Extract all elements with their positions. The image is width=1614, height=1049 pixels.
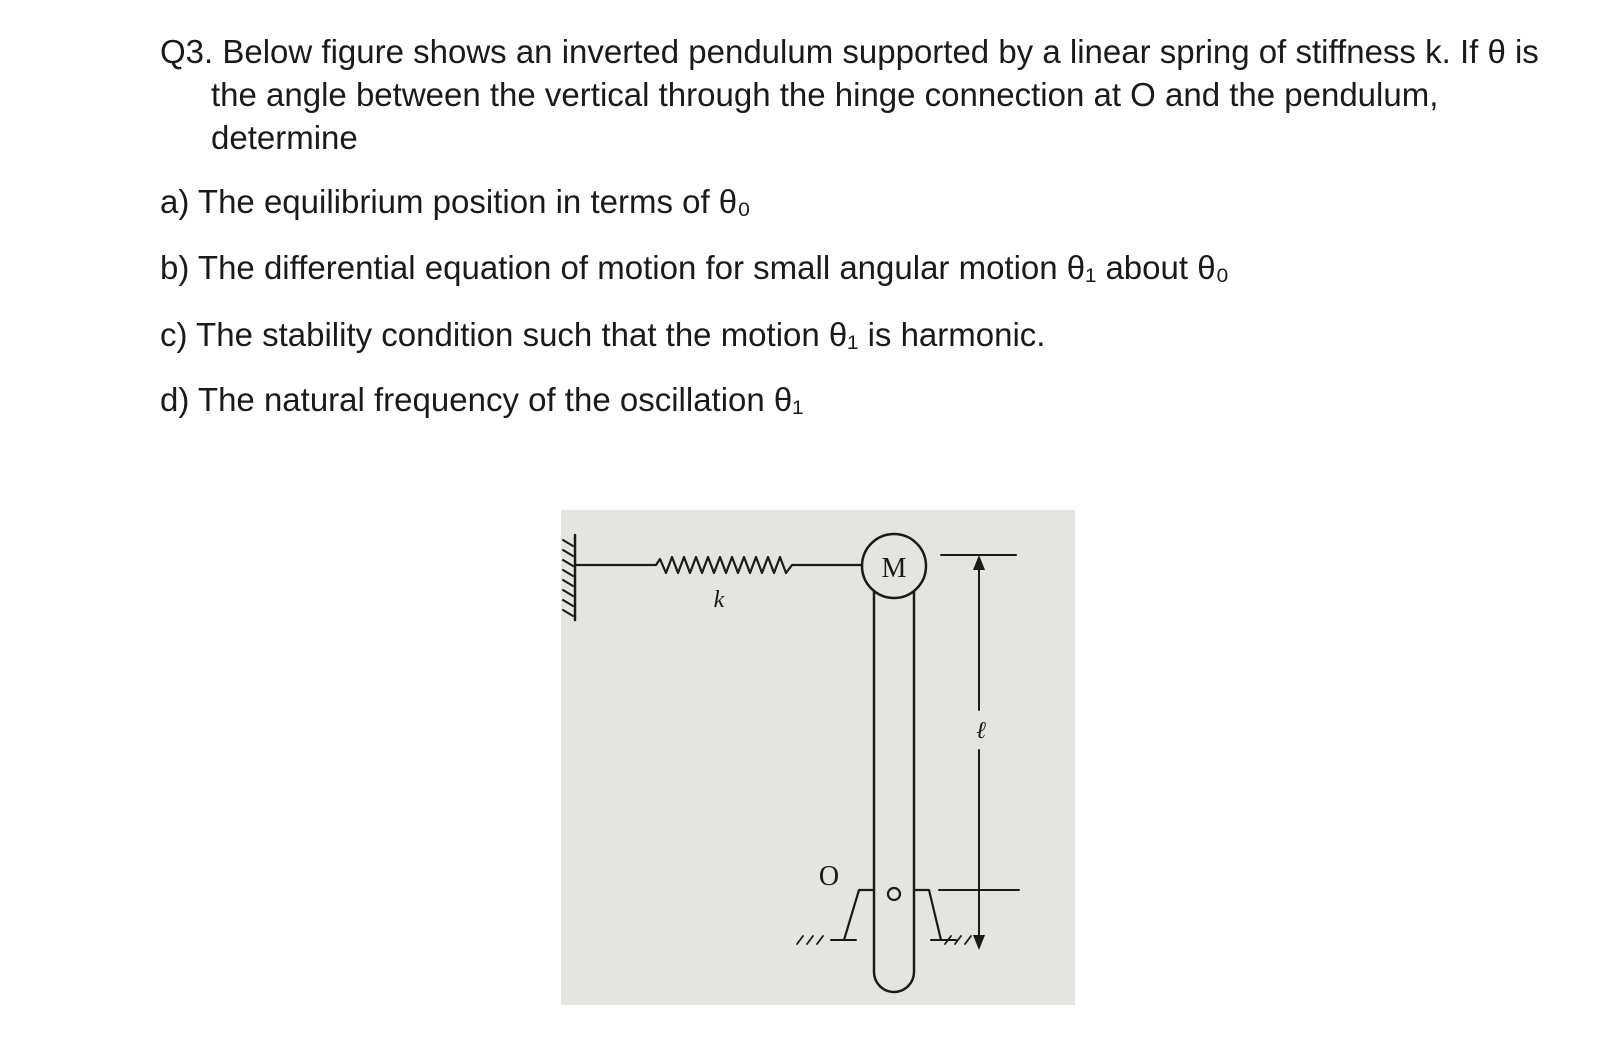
spring-label: k [713,587,725,613]
part-b: b) The differential equation of motion for small angular motion θ₁ about θ₀ [160,249,1230,286]
part-a: a) The equilibrium position in terms of θ₀ [160,183,751,220]
length-label: ℓ [976,718,986,744]
figure-background [561,510,1075,1005]
mass-label: M [881,553,907,584]
part-d: d) The natural frequency of the oscillation θ₁ [160,381,804,418]
question-text: Q3. Below figure shows an inverted pendulum supported by a linear spring of stiffness k. If θ is the angle between the vertical through the hinge connection at O and the pendulum, determine [160,33,1539,156]
part-c: c) The stability condition such that the motion θ₁ is harmonic. [160,316,1046,353]
hinge-label: O [818,861,840,892]
pendulum-figure [561,510,1075,1005]
